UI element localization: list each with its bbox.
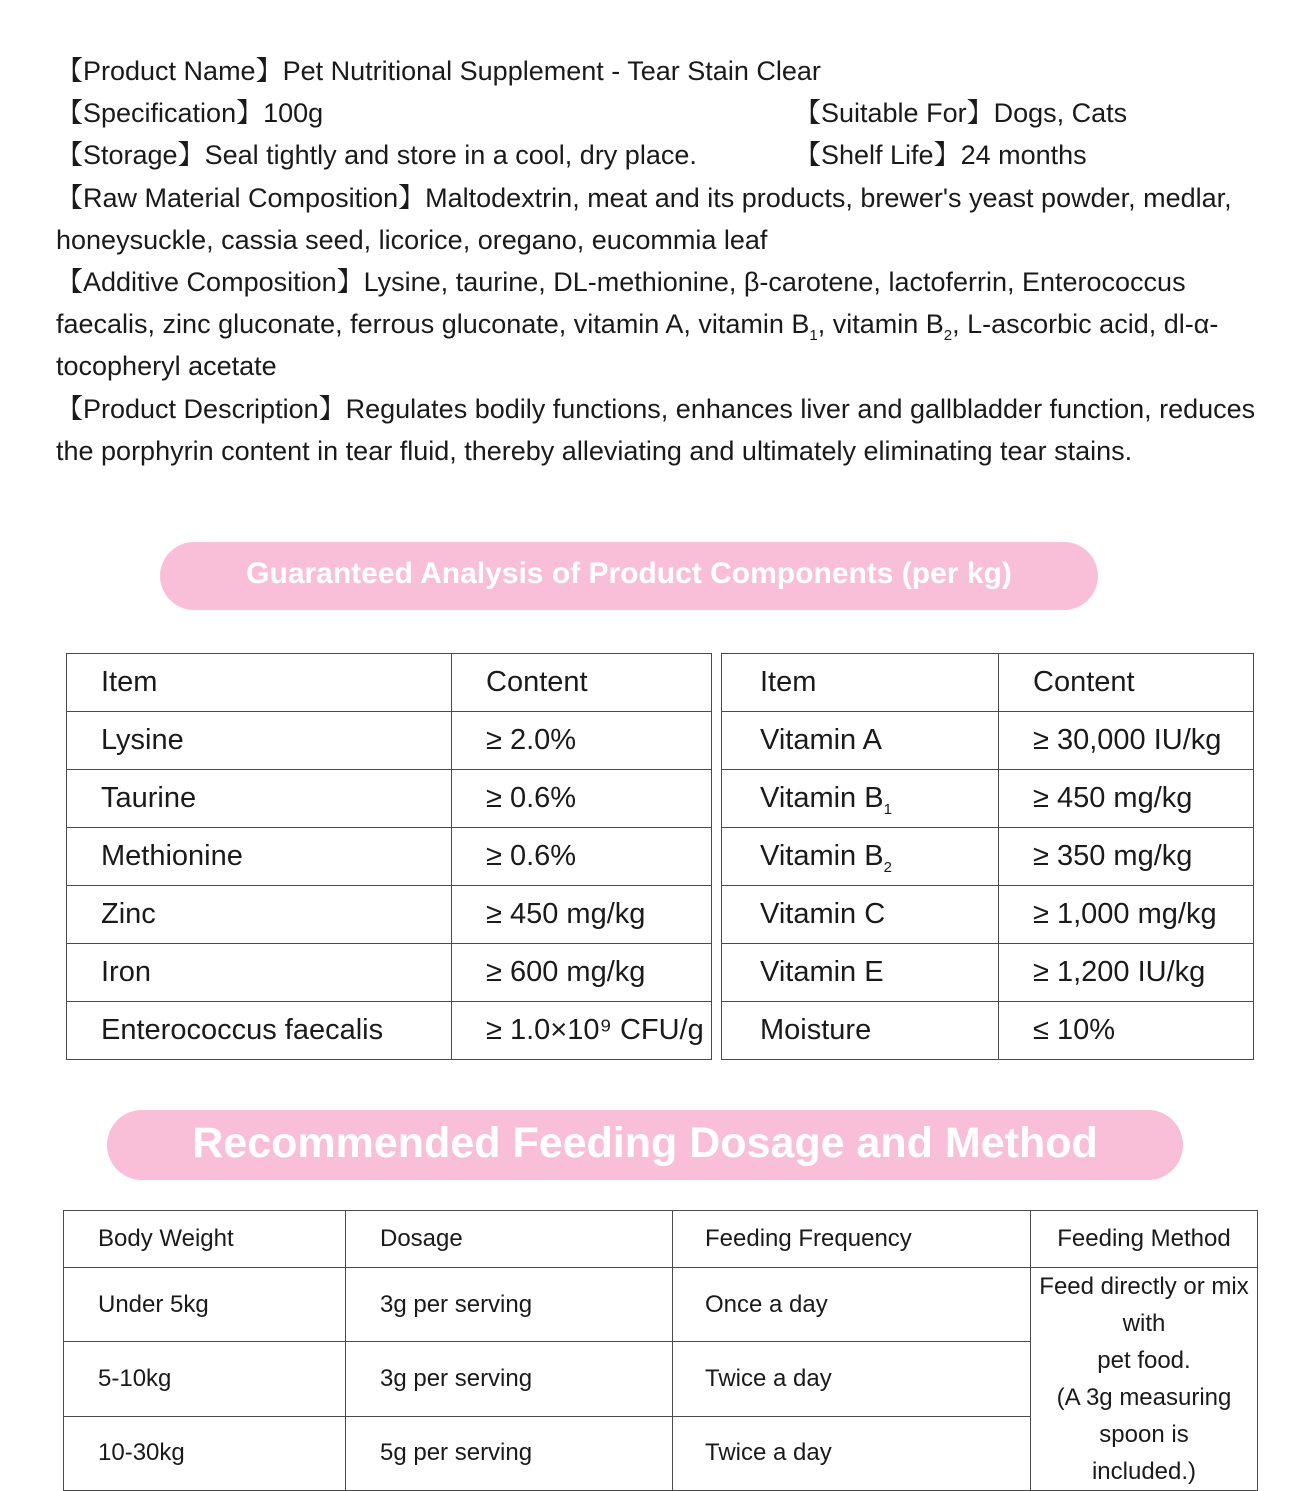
content-cell: ≥ 30,000 IU/kg bbox=[999, 712, 1254, 770]
additive-text-3: , L-ascorbic acid, dl-α-tocopheryl acetate bbox=[56, 309, 1219, 382]
additive-text-2: , vitamin B bbox=[817, 309, 944, 340]
item-cell: Vitamin C bbox=[722, 886, 999, 944]
additive-sub-1: 1 bbox=[809, 327, 818, 345]
table-row bbox=[722, 1002, 1254, 1060]
item-cell: Iron bbox=[67, 944, 452, 1002]
table-row bbox=[67, 828, 712, 886]
item-cell bbox=[722, 828, 999, 886]
method-line: included.) bbox=[1091, 1458, 1197, 1485]
table-row bbox=[67, 886, 712, 944]
feeding-banner: Recommended Feeding Dosage and Method bbox=[107, 1110, 1183, 1180]
item-cell: Zinc bbox=[67, 886, 452, 944]
product-name-line bbox=[56, 50, 1256, 92]
item-cell: Taurine bbox=[67, 770, 452, 828]
table-row bbox=[722, 770, 1254, 828]
content-cell: ≥ 450 mg/kg bbox=[452, 886, 712, 944]
table-header-row bbox=[67, 654, 712, 712]
content-cell: ≥ 1,000 mg/kg bbox=[999, 886, 1254, 944]
storage: Seal tightly and store in a cool, dry place. bbox=[204, 140, 697, 171]
content-cell: ≥ 0.6% bbox=[452, 770, 712, 828]
additive-text-1: Lysine, taurine, DL-methionine, β-carotene, lactoferrin, Enterococcus faecalis, zinc gluconate, ferrous gluconate, vitamin A, vitamin B bbox=[56, 266, 1186, 340]
table-row bbox=[722, 944, 1254, 1002]
additive-sub-2: 2 bbox=[943, 327, 953, 345]
frequency-cell: Once a day bbox=[673, 1268, 1031, 1342]
method-line: pet food. bbox=[1097, 1347, 1191, 1374]
item-cell: Methionine bbox=[67, 828, 452, 886]
description-paragraph bbox=[56, 388, 1256, 472]
raw-material: Maltodextrin, meat and its products, brewer's yeast powder, medlar, honeysuckle, cassia seed, licorice, oregano, eucommia leaf bbox=[56, 182, 1232, 255]
analysis-table-left bbox=[66, 653, 712, 1060]
header-item: Item bbox=[722, 654, 999, 712]
table-row bbox=[67, 712, 712, 770]
analysis-banner: Guaranteed Analysis of Product Components (per kg) bbox=[160, 542, 1098, 610]
shelf-life bbox=[794, 134, 1087, 176]
header-frequency: Feeding Frequency bbox=[673, 1211, 1031, 1268]
item-text: Vitamin B bbox=[760, 782, 884, 814]
header-content: Content bbox=[452, 654, 712, 712]
additive-paragraph bbox=[56, 261, 1256, 388]
table-header-row bbox=[64, 1211, 1258, 1268]
item-cell: Enterococcus faecalis bbox=[67, 1002, 452, 1060]
suitable-for bbox=[794, 92, 1127, 134]
dosage-cell: 5g per serving bbox=[346, 1416, 673, 1490]
content-cell: ≤ 10% bbox=[999, 1002, 1254, 1060]
item-cell bbox=[722, 770, 999, 828]
product-name: Pet Nutritional Supplement - Tear Stain Clear bbox=[282, 56, 821, 86]
weight-cell: 5-10kg bbox=[64, 1342, 346, 1416]
analysis-table-right bbox=[721, 653, 1254, 1060]
specification-label: 【Specification】 bbox=[56, 98, 264, 129]
weight-cell: 10-30kg bbox=[64, 1416, 346, 1490]
content-cell: ≥ 350 mg/kg bbox=[999, 828, 1254, 886]
product-info bbox=[56, 50, 1256, 472]
content-cell: ≥ 2.0% bbox=[452, 712, 712, 770]
shelf-life-value: 24 months bbox=[960, 140, 1087, 171]
item-cell: Lysine bbox=[67, 712, 452, 770]
header-body-weight: Body Weight bbox=[64, 1211, 346, 1268]
raw-material-label: 【Raw Material Composition】 bbox=[56, 182, 426, 213]
table-row bbox=[722, 712, 1254, 770]
product-name-label: 【Product Name】 bbox=[56, 56, 283, 86]
suitable-for-value: Dogs, Cats bbox=[993, 98, 1128, 129]
header-content: Content bbox=[999, 654, 1254, 712]
storage-line bbox=[56, 134, 1256, 176]
frequency-cell: Twice a day bbox=[673, 1416, 1031, 1490]
table-row bbox=[722, 886, 1254, 944]
content-cell: ≥ 600 mg/kg bbox=[452, 944, 712, 1002]
weight-cell: Under 5kg bbox=[64, 1268, 346, 1342]
frequency-cell: Twice a day bbox=[673, 1342, 1031, 1416]
content-cell: ≥ 0.6% bbox=[452, 828, 712, 886]
feeding-method-cell bbox=[1031, 1268, 1258, 1491]
table-row bbox=[722, 828, 1254, 886]
method-line: Feed directly or mix with bbox=[1039, 1273, 1249, 1337]
specification: 100g bbox=[263, 98, 324, 129]
item-cell: Moisture bbox=[722, 1002, 999, 1060]
table-row bbox=[67, 1002, 712, 1060]
dosage-cell: 3g per serving bbox=[346, 1342, 673, 1416]
table-row bbox=[67, 944, 712, 1002]
table-header-row bbox=[722, 654, 1254, 712]
item-cell: Vitamin A bbox=[722, 712, 999, 770]
item-text: Vitamin B bbox=[760, 840, 884, 872]
header-dosage: Dosage bbox=[346, 1211, 673, 1268]
item-subscript: 2 bbox=[883, 859, 892, 876]
header-item: Item bbox=[67, 654, 452, 712]
dosage-cell: 3g per serving bbox=[346, 1268, 673, 1342]
table-row bbox=[67, 770, 712, 828]
storage-label: 【Storage】 bbox=[56, 140, 205, 171]
raw-material-paragraph bbox=[56, 177, 1256, 261]
item-subscript: 1 bbox=[883, 801, 892, 818]
content-cell: ≥ 1.0×10⁹ CFU/g bbox=[452, 1002, 712, 1060]
item-cell: Vitamin E bbox=[722, 944, 999, 1002]
header-method: Feeding Method bbox=[1031, 1211, 1258, 1268]
description-label: 【Product Description】 bbox=[56, 393, 346, 424]
method-line: (A 3g measuring spoon is bbox=[1056, 1384, 1232, 1448]
description: Regulates bodily functions, enhances liver and gallbladder function, reduces the porphyrin content in tear fluid, thereby alleviating and ultimately eliminating tear stains. bbox=[56, 393, 1256, 466]
suitable-for-label: 【Suitable For】 bbox=[794, 98, 994, 129]
feeding-table bbox=[63, 1210, 1258, 1491]
table-row bbox=[64, 1268, 1258, 1342]
additive-label: 【Additive Composition】 bbox=[56, 266, 364, 297]
content-cell: ≥ 450 mg/kg bbox=[999, 770, 1254, 828]
specification-line bbox=[56, 92, 1256, 134]
content-cell: ≥ 1,200 IU/kg bbox=[999, 944, 1254, 1002]
shelf-life-label: 【Shelf Life】 bbox=[794, 140, 961, 171]
